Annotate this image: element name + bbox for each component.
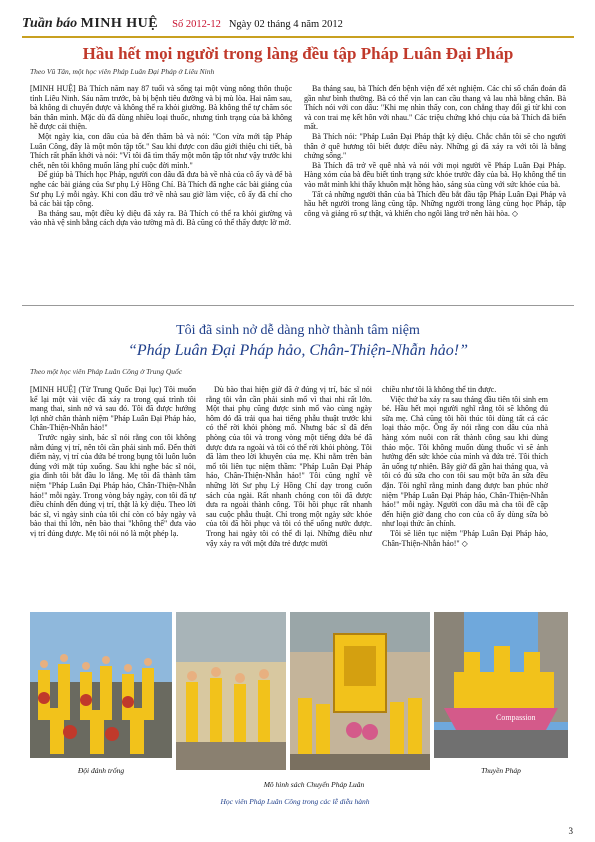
page-number: 3 [568, 826, 573, 836]
article1-column-2 [304, 84, 566, 218]
photo-book-model [290, 612, 430, 770]
article2-column-1 [30, 385, 196, 539]
article2-paragraph: Tôi sẽ liên tục niệm "Pháp Luân Đại Pháp hảo, Chân-Thiện-Nhẫn hảo!" ◇ [382, 528, 548, 548]
article2-paragraph: Dù bào thai hiện giờ đã ở đúng vị trí, bác sĩ nói rằng tôi vẫn cần phải sinh mổ vì thai nhi rất lớn. Một thai phụ cũng được sinh mổ vào cùng ngày hôm đó đã trải qua hai tiếng phẫu thuật trước khi có thể rời khỏi phòng mổ. Nhưng bác sĩ đã đến phòng của tôi và trong vòng một tiếng đứa bé đã được đưa ra ngoài và tôi có thể rời khỏi phòng. Tôi đã làm theo lời khuyên của mẹ. Khi nằm trên bàn mổ tôi liên tục niệm thầm: "Pháp Luân Đại Pháp hảo, Chân-Thiện-Nhẫn hảo!" Tôi cũng nghĩ về những lời Sư phụ Lý Hồng Chí dạy trong cuốn sách của ngài. Rất nhanh chóng con tôi đã được đưa ra ngoài thành công. Tôi hồi phục rất nhanh sau cuộc phẫu thuật. Chỉ trong một ngày sức khỏe của tôi đã hồi phục và tôi có thể uống nước được. Trong hai ngày tôi có thể đi lại. Những điều như vậy xảy ra với một đứa trẻ được mười [206, 385, 372, 548]
article1-column-1 [30, 84, 292, 228]
top-rule [22, 36, 574, 38]
caption-dharma-boat: Thuyền Pháp [481, 766, 521, 775]
float-sign-text: Compassion [496, 713, 536, 722]
caption-parade: Học viên Pháp Luân Công trong các lễ diễu hành [220, 797, 370, 806]
book-model-image [290, 612, 430, 770]
dharma-boat-image [434, 612, 568, 758]
brand-name: MINH HUỆ [80, 16, 159, 31]
newspaper-brand [22, 16, 158, 32]
caption-book-model: Mô hình sách Chuyển Pháp Luân [263, 780, 365, 789]
article2-title-line1: Tôi đã sinh nở dễ dàng nhờ thành tâm niệm [176, 323, 420, 338]
article1-paragraph: Bà Thích đã trở về quê nhà và nói với mọi người về Pháp Luân Đại Pháp. Hàng xóm của bà đều biết tình trạng sức khỏe trước đây của bà. Họ không thể tin vào mắt mình khi thấy khuôn mặt hồng hào, sáng sủa cùng với sức khỏe của bà. [304, 160, 566, 189]
article1-paragraph: Ba tháng sau, bà Thích đến bệnh viện để xét nghiệm. Các chỉ số chẩn đoán đã gần như bình thường. Bà có thể vịn lan can cầu thang và lau nhà bằng chân. Bà Thích nói với con dâu: "Khi mẹ nhìn thấy con, con chẳng thay đổi gì từ khi con và con trai mẹ kết hôn với nhau." Các triệu chứng khó chịu của bà Thích đã biến mất. [304, 84, 566, 132]
article2-byline: Theo một học viên Pháp Luân Công ở Trung Quốc [30, 367, 183, 376]
article2-column-3 [382, 385, 548, 548]
article2-paragraph: [MINH HUỆ] (Từ Trung Quốc Đại lục) Tôi muốn kể lại một vài việc đã xảy ra trong quá trình tôi mang thai, sinh nở và sau đó. Tôi đã được hướng lợi nhờ chân thành niệm "Pháp Luân Đại Pháp hảo, Chân-Thiện-Nhẫn hảo!" [30, 385, 196, 433]
article1-paragraph: [MINH HUỆ] Bà Thích năm nay 87 tuổi và sống tại một vùng nông thôn thuộc tỉnh Liêu Ninh. Sáu năm trước, bà bị bệnh tiêu đường và bị mù lòa. Hai năm sau, bà không di chuyển được và không thể ra khỏi giường. Bà không thể tự chăm sóc bản thân mình. Mặc dù đã dùng nhiều loại thuốc, nhưng tình trạng của bà không hề được cải thiện. [30, 84, 292, 132]
article2-column-2 [206, 385, 372, 548]
photo-dharma-boat [434, 612, 568, 758]
section-divider [22, 305, 574, 306]
brand-prefix: Tuần báo [22, 16, 81, 31]
photo-parade-left [176, 612, 286, 770]
article2-paragraph: chiều như tôi là không thể tin được. [382, 385, 497, 394]
article1-paragraph: Một ngày kia, con dâu của bà đến thăm bà và nói: "Con vừa mới tập Pháp Luân Công, đây là một môn tập tốt." Sau khi được con dâu giới thiệu chi tiết, bà Thích rất phấn khởi và nói: "Vì tôi đã tìm thấy một môn tập tốt như vậy trước khi chết, nên tôi không muốn lãng phí cuộc đời mình." [30, 131, 292, 170]
drum-team-image [30, 612, 172, 758]
article1-title: Hầu hết mọi người trong làng đều tập Pháp Luân Đại Pháp [82, 44, 514, 63]
article1-paragraph: Tất cả những người thân của bà Thích đều bắt đầu tập Pháp Luân Đại Pháp và hầu hết người trong làng cũng tập. Những người trong làng cùng học Pháp, tập công và giảng rõ sự thật, và khiến cho ngôi làng trở nên hài hòa. ◇ [304, 189, 566, 218]
article2-paragraph: Trước ngày sinh, bác sĩ nói rằng con tôi không nằm đúng vị trí, nên tôi cần phải sinh mổ. Đến thời điểm này, vị trí của đứa bé trong bụng tôi luôn luôn đúng với mặt túp xuống. Sau khi nghe bác sĩ nói, gia đình tôi bắt đầu lo lắng. Mẹ tôi đã thành tâm niệm "Pháp Luân Đại Pháp hảo, Chân-Thiện-Nhẫn hảo!" mỗi ngày. Trong vòng bảy ngày, con tôi đã tự điều chỉnh đến đúng vị trí, thật là kỳ diệu. Theo lời bác sĩ, vì ngày sinh của tôi chỉ còn có bảy ngày và bào thai thì lớn, nên bào thai "không thể" đưa vào vị trí đúng được. Mẹ tôi nói nó là một phép lạ. [30, 432, 196, 538]
article2-paragraph: Việc thứ ba xảy ra sau tháng đầu tiên tôi sinh em bé. Hầu hết mọi người nghĩ rằng tôi sẽ không đủ sữa mẹ. Chà cũng tôi hồi thúc tôi dùng tất cả các loại thảo mộc. Ông ấy nói rằng con dâu của nhà hàng xóm nuôi con rất thành công sau khi dùng thảo mộc. Tôi không muốn dùng thuốc vì sẽ ảnh hưởng đến sức khỏe của mình và đứa trẻ. Tôi thích ăn uống tự nhiên. Bây giờ đã gần hai tháng qua, và tôi có đủ sữa cho con tôi sau một bữa ăn sữa đều đặn. Tôi nghĩ rằng mình đang được ban phúc nhờ niệm "Pháp Luân Đại Pháp hảo, Chân-Thiện-Nhẫn hảo!" mỗi ngày. Người con dâu mà cha tôi đề cập đến hiện giờ đang cho con của cô ấy dùng sữa bò như loại thức ăn chính. [382, 394, 548, 529]
caption-drum-team: Đội đánh trống [77, 766, 125, 775]
article1-paragraph: Để giúp bà Thích học Pháp, người con dâu đã đưa bà về nhà của cô ấy và để bà nghe các bài giảng của Sư phụ Lý Hồng Chí. Bà Thích đã nghe các bài giảng của Sư phụ Lý mỗi ngày. Khi con dâu trở về nhà sau giờ làm việc, cô ấy đã chỉ cho bà các bài tập công. [30, 170, 293, 209]
article1-paragraph: Ba tháng sau, một điều kỳ diệu đã xảy ra. Bà Thích có thể ra khỏi giường và vào nhà vệ sinh bằng cách dựa vào tường mà đi. Bà cũng có thể thấy được lờ mờ. [30, 208, 292, 228]
article1-paragraph: Bà Thích nói: "Pháp Luân Đại Pháp thật kỳ diệu. Chắc chắn tôi sẽ cho người thân ở quê hương tôi biết được điều này. Những gì đã xảy ra với tôi là bằng chứng sống." [304, 131, 566, 161]
photo-drum-team [30, 612, 172, 758]
article1-byline: Theo Vũ Tân, một học viên Pháp Luân Đại Pháp ở Liêu Ninh [30, 67, 215, 76]
issue-date: Ngày 02 tháng 4 năm 2012 [228, 19, 343, 30]
masthead [22, 16, 574, 38]
parade-left-image [176, 612, 286, 770]
article2-title-line2: “Pháp Luân Đại Pháp hảo, Chân-Thiện-Nhẫn hảo!” [127, 342, 468, 359]
issue-number: Số 2012-12 [172, 19, 221, 30]
